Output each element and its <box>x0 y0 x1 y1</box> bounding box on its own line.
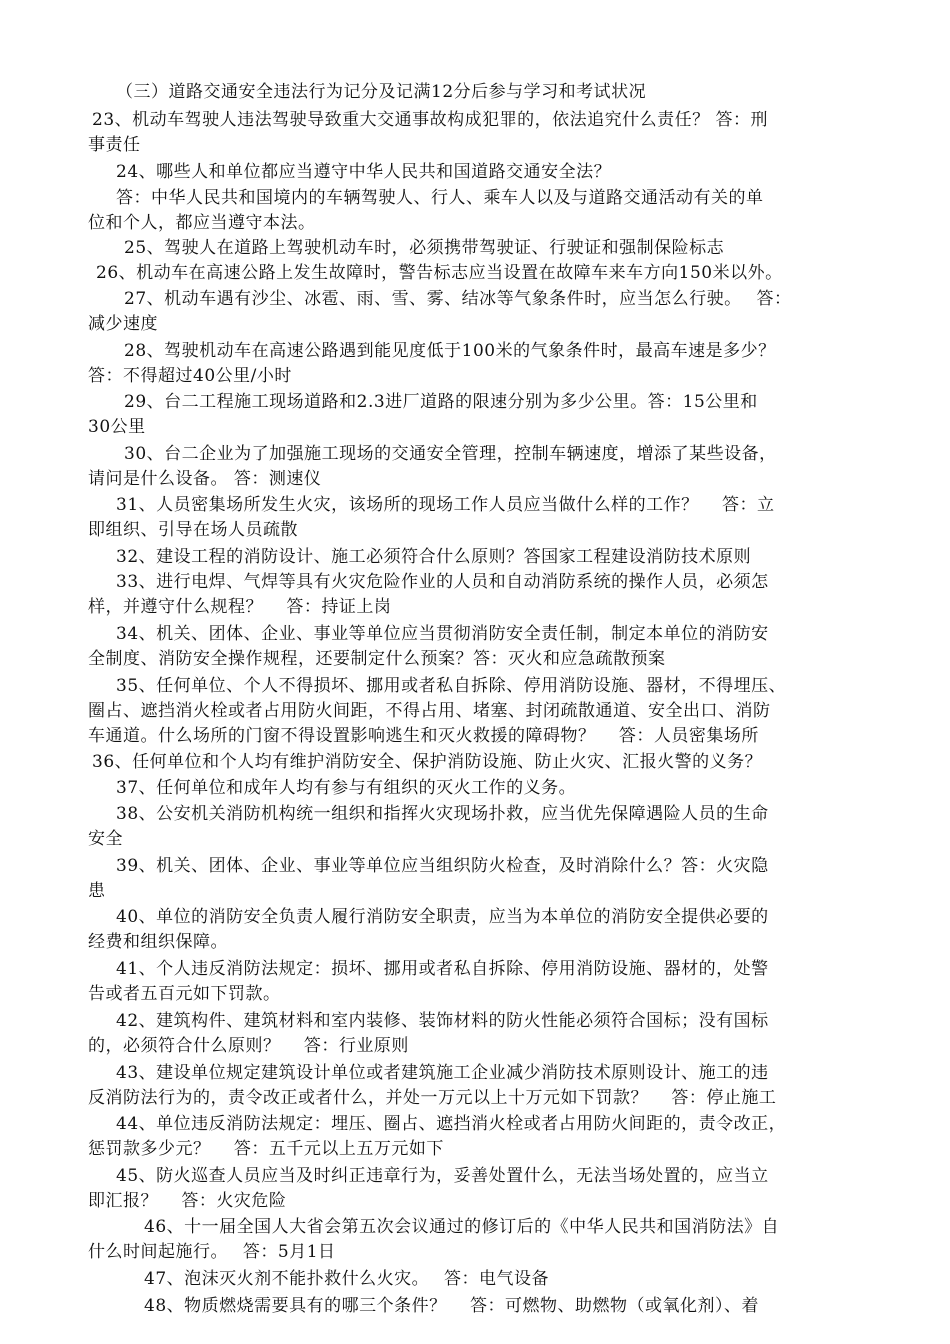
text-line: 38、公安机关消防机构统一组织和指挥火灾现场扑救，应当优先保障遇险人员的生命 <box>116 804 769 824</box>
text-line: 答：中华人民共和国境内的车辆驾驶人、行人、乘车人以及与道路交通活动有关的单 <box>116 188 764 208</box>
text-line: 28、驾驶机动车在高速公路遇到能见度低于100米的气象条件时，最高车速是多少？ <box>124 341 776 361</box>
text-line: 40、单位的消防安全负责人履行消防安全职责，应当为本单位的消防安全提供必要的 <box>116 907 769 927</box>
text-line: 事责任 <box>88 135 141 155</box>
text-line: 23、机动车驾驶人违法驾驶导致重大交通事故构成犯罪的，依法追究什么责任？ 答：刑 <box>92 110 769 130</box>
text-line: 答：不得超过40公里/小时 <box>88 366 292 386</box>
text-line: 24、哪些人和单位都应当遵守中华人民共和国道路交通安全法？ <box>116 162 612 182</box>
text-line: 36、任何单位和个人均有维护消防安全、保护消防设施、防止火灾、汇报火警的义务？ <box>92 752 763 772</box>
text-line: 车通道。什么场所的门窗不得设置影响逃生和灭火救援的障碍物？ 答：人员密集场所 <box>88 726 759 746</box>
text-line: 44、单位违反消防法规定：埋压、圈占、遮挡消火栓或者占用防火间距的，责令改正， <box>116 1114 787 1134</box>
text-line: 经费和组织保障。 <box>88 932 228 952</box>
text-line: 41、个人违反消防法规定：损坏、挪用或者私自拆除、停用消防设施、器材的，处警 <box>116 959 769 979</box>
text-line: 30公里 <box>88 417 146 437</box>
text-line: 的，必须符合什么原则？ 答：行业原则 <box>88 1036 409 1056</box>
text-line: 27、机动车遇有沙尘、冰雹、雨、雪、雾、结冰等气象条件时，应当怎么行驶。 答： <box>124 289 792 309</box>
text-line: 26、机动车在高速公路上发生故障时，警告标志应当设置在故障车来车方向150米以外。 <box>96 263 783 283</box>
text-line: 反消防法行为的，责令改正或者什么，并处一万元以上十万元如下罚款？ 答：停止施工 <box>88 1088 777 1108</box>
text-line: 即组织、引导在场人员疏散 <box>88 520 298 540</box>
text-line: 33、进行电焊、气焊等具有火灾危险作业的人员和自动消防系统的操作人员，必须怎 <box>116 572 769 592</box>
text-line: 位和个人，都应当遵守本法。 <box>88 213 316 233</box>
text-line: 42、建筑构件、建筑材料和室内装修、装饰材料的防火性能必须符合国标；没有国标 <box>116 1011 769 1031</box>
text-line: 48、物质燃烧需要具有的哪三个条件？ 答：可燃物、助燃物（或氧化剂）、着 <box>144 1296 760 1316</box>
text-line: 圈占、遮挡消火栓或者占用防火间距，不得占用、堵塞、封闭疏散通道、安全出口、消防 <box>88 701 771 721</box>
text-line: 样，并遵守什么规程？ 答：持证上岗 <box>88 597 392 617</box>
text-line: 安全 <box>88 829 123 849</box>
text-line: 25、驾驶人在道路上驾驶机动车时，必须携带驾驶证、行驶证和强制保险标志 <box>124 238 725 258</box>
text-line: 37、任何单位和成年人均有参与有组织的灭火工作的义务。 <box>116 778 577 798</box>
text-line: 全制度、消防安全操作规程，还要制定什么预案？答：灭火和应急疏散预案 <box>88 649 666 669</box>
text-line: 39、机关、团体、企业、事业等单位应当组织防火检查，及时消除什么？答：火灾隐 <box>116 856 769 876</box>
text-line: 减少速度 <box>88 314 158 334</box>
text-line: （三）道路交通安全违法行为记分及记满12分后参与学习和考试状况 <box>116 82 647 102</box>
text-line: 45、防火巡查人员应当及时纠正违章行为，妥善处置什么，无法当场处置的，应当立 <box>116 1166 769 1186</box>
text-line: 32、建设工程的消防设计、施工必须符合什么原则？答国家工程建设消防技术原则 <box>116 547 752 567</box>
text-line: 46、十一届全国人大省会第五次会议通过的修订后的《中华人民共和国消防法》自 <box>144 1217 780 1237</box>
text-line: 惩罚款多少元？ 答：五千元以上五万元如下 <box>88 1139 444 1159</box>
text-line: 告或者五百元如下罚款。 <box>88 984 281 1004</box>
text-line: 31、人员密集场所发生火灾，该场所的现场工作人员应当做什么样的工作？ 答：立 <box>116 495 775 515</box>
text-line: 47、泡沫灭火剂不能扑救什么火灾。 答：电气设备 <box>144 1269 550 1289</box>
text-line: 即汇报？ 答：火灾危险 <box>88 1191 287 1211</box>
text-line: 35、任何单位、个人不得损坏、挪用或者私自拆除、停用消防设施、器材，不得埋压、 <box>116 676 787 696</box>
text-line: 30、台二企业为了加强施工现场的交通安全管理，控制车辆速度，增添了某些设备， <box>124 444 777 464</box>
text-line: 34、机关、团体、企业、事业等单位应当贯彻消防安全责任制，制定本单位的消防安 <box>116 624 769 644</box>
text-line: 29、台二工程施工现场道路和2.3进厂道路的限速分别为多少公里。答：15公里和 <box>124 392 758 412</box>
text-line: 43、建设单位规定建筑设计单位或者建筑施工企业减少消防技术原则设计、施工的违 <box>116 1063 769 1083</box>
text-line: 请问是什么设备。 答：测速仪 <box>88 469 322 489</box>
text-line: 什么时间起施行。 答：5月1日 <box>88 1242 336 1262</box>
text-line: 患 <box>88 881 106 901</box>
